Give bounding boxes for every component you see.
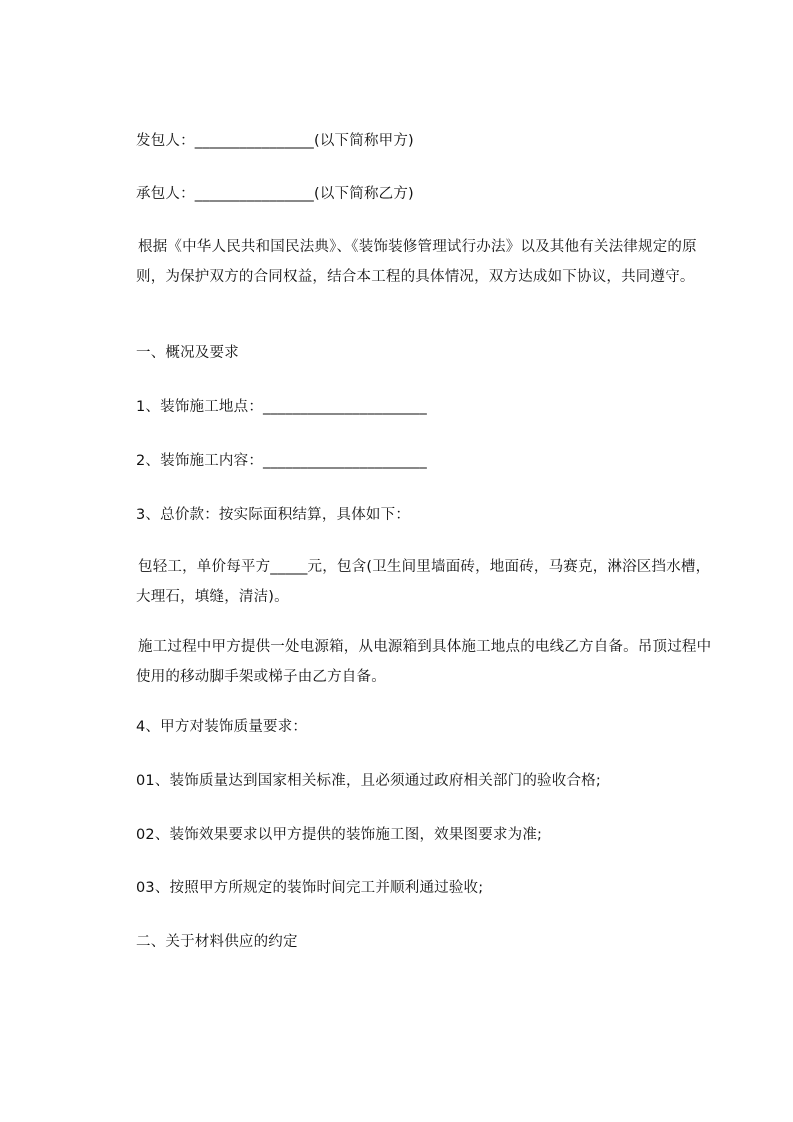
requirement-02: 02、装饰效果要求以甲方提供的装饰施工图，效果图要求为准; (136, 827, 543, 843)
labor-paragraph: 包轻工，单价每平方_____元，包含(卫生间里墙面砖，地面砖，马赛克，淋浴区挡水槽，大理石，填缝，清洁)。 (136, 559, 711, 605)
requirement-01: 01、装饰质量达到国家相关标准，且必须通过政府相关部门的验收合格; (136, 773, 601, 789)
section-2-title: 二、关于材料供应的约定 (136, 934, 298, 950)
contractor-line: 承包人：________________(以下简称乙方) (136, 186, 414, 202)
power-paragraph: 施工过程中甲方提供一处电源箱，从电源箱到具体施工地点的电线乙方自备。吊顶过程中使用的移动脚手架或梯子由乙方自备。 (136, 639, 712, 685)
item-1-location: 1、装饰施工地点：______________________ (136, 399, 427, 415)
item-3-price: 3、总价款：按实际面积结算，具体如下： (136, 507, 411, 523)
section-1-title: 一、概况及要求 (136, 345, 239, 361)
intro-paragraph: 根据《中华人民共和国民法典》、《装饰装修管理试行办法》以及其他有关法律规定的原则，为保护双方的合同权益，结合本工程的具体情况，双方达成如下协议，共同遵守。 (136, 239, 697, 285)
item-4-quality: 4、甲方对装饰质量要求： (136, 719, 308, 735)
item-2-content: 2、装饰施工内容：______________________ (136, 453, 427, 469)
requirement-03: 03、按照甲方所规定的装饰时间完工并顺利通过验收; (136, 880, 484, 896)
employer-line: 发包人：________________(以下简称甲方) (136, 133, 414, 149)
